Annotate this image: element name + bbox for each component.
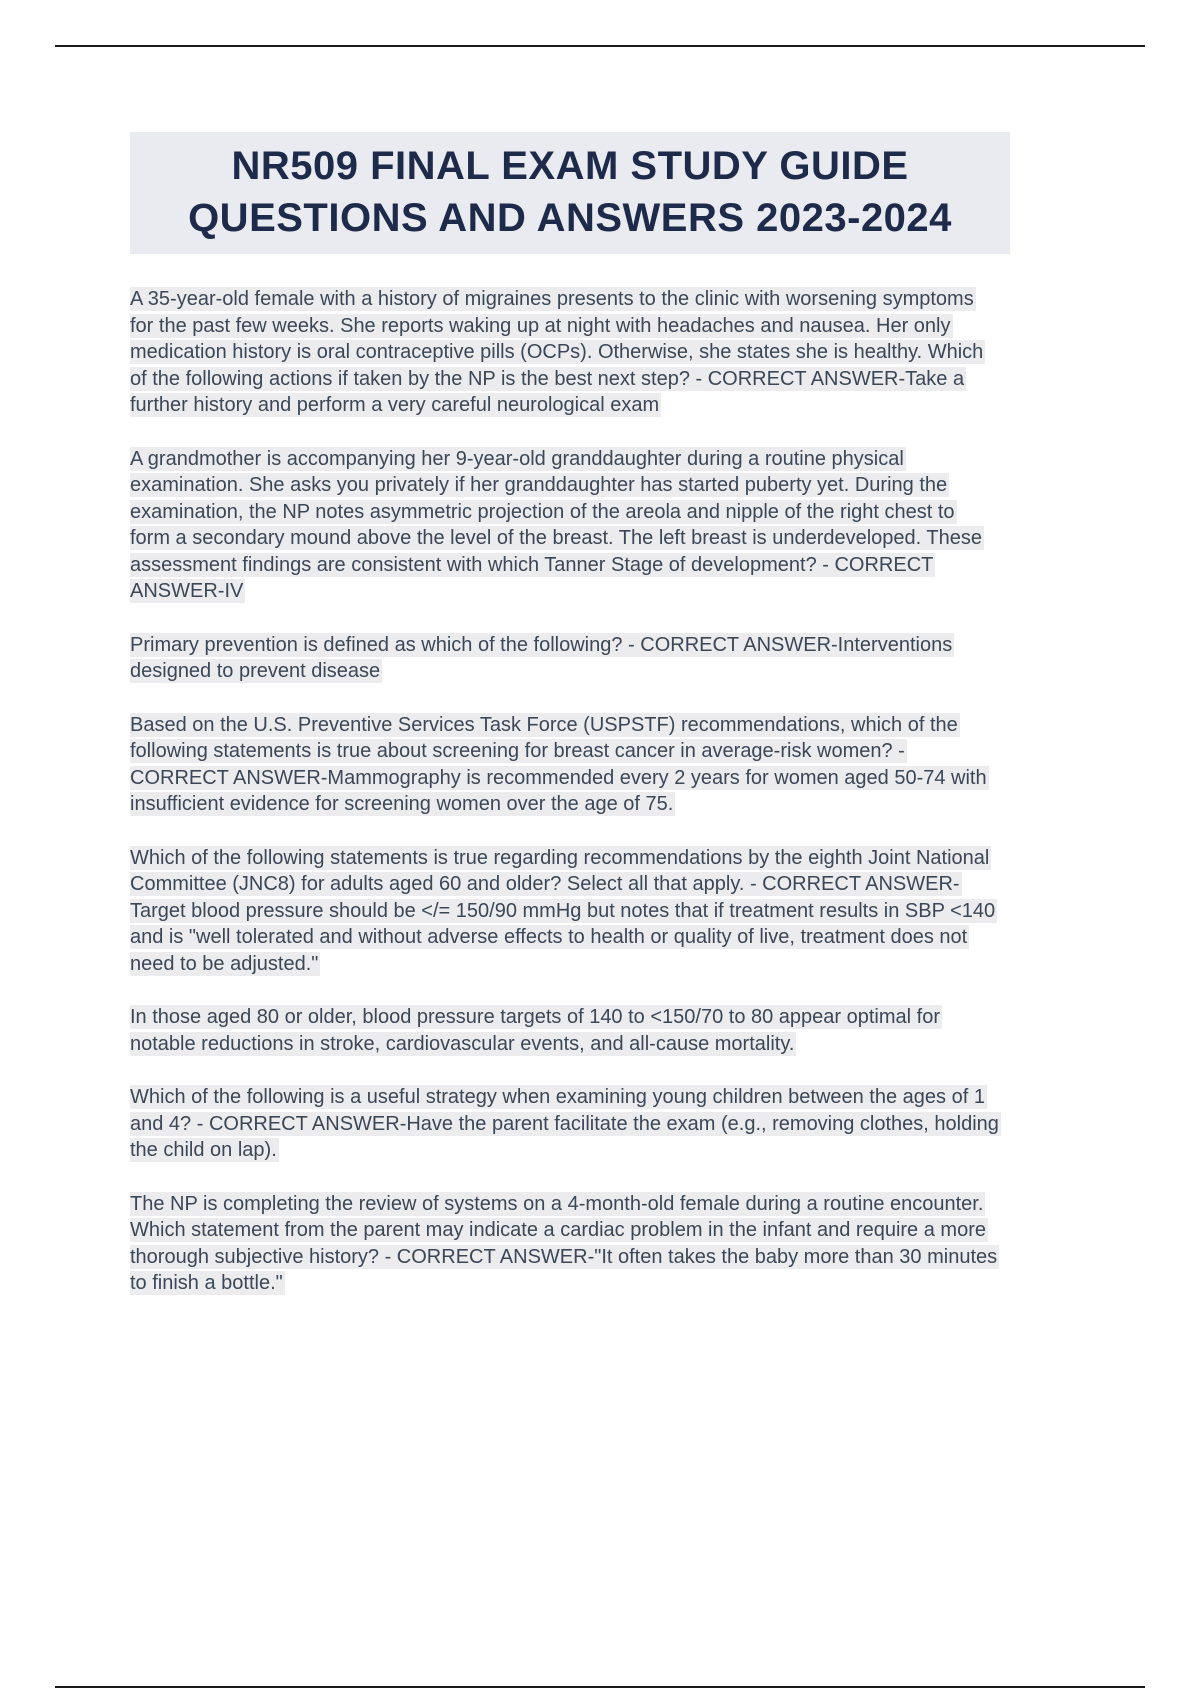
qa-text: Which of the following statements is true regarding recommendations by the eighth Joint National Committee (JNC8) for adults aged 60 and older? Select all that apply. - CORRECT ANSWER-Target blood pressure should be </= 150/90 mmHg but notes that if treatment results in SBP <140 and is "well tolerated and without adverse effects to health or quality of live, treatment does not need to be adjusted." — [130, 846, 996, 975]
page-title-line2: QUESTIONS AND ANSWERS 2023-2024 — [188, 196, 952, 240]
qa-paragraph — [130, 1191, 1000, 1297]
qa-text: In those aged 80 or older, blood pressure targets of 140 to <150/70 to 80 appear optimal for notable reductions in stroke, cardiovascular events, and all-cause mortality. — [130, 1006, 940, 1055]
qa-paragraph — [130, 712, 1000, 818]
top-rule — [55, 45, 1145, 47]
qa-paragraph — [130, 1004, 1000, 1057]
qa-text: The NP is completing the review of systems on a 4-month-old female during a routine encounter. Which statement from the parent may indicate a cardiac problem in the infant and require a more thorough subjective history? - CORRECT ANSWER-"It often takes the baby more than 30 minutes to finish a bottle." — [130, 1192, 998, 1294]
page-title-line1: NR509 FINAL EXAM STUDY GUIDE — [231, 144, 909, 188]
qa-text: Which of the following is a useful strategy when examining young children between the ages of 1 and 4? - CORRECT ANSWER-Have the parent facilitate the exam (e.g., removing clothes, holding the child on lap). — [130, 1086, 999, 1161]
page-title — [130, 132, 1010, 254]
qa-paragraph — [130, 845, 1000, 978]
qa-paragraph — [130, 632, 1000, 685]
qa-text: A 35-year-old female with a history of migraines presents to the clinic with worsening symptoms for the past few weeks. She reports waking up at night with headaches and nausea. Her only medication history is oral contraceptive pills (OCPs). Otherwise, she states she is healthy. Which of the following actions if taken by the NP is the best next step? - CORRECT ANSWER-Take a further history and perform a very careful neurological exam — [130, 288, 984, 416]
document-content — [130, 132, 1010, 1324]
qa-text: Primary prevention is defined as which of the following? - CORRECT ANSWER-Interventions designed to prevent disease — [130, 633, 953, 682]
qa-paragraph — [130, 446, 1000, 605]
qa-paragraph — [130, 1084, 1000, 1164]
qa-text: Based on the U.S. Preventive Services Task Force (USPSTF) recommendations, which of the following statements is true about screening for breast cancer in average-risk women? - CORRECT ANSWER-Mammography is recommended every 2 years for women aged 50-74 with insufficient evidence for screening women over the age of 75. — [130, 713, 987, 815]
bottom-rule — [55, 1686, 1145, 1688]
qa-paragraph — [130, 286, 1000, 419]
qa-text: A grandmother is accompanying her 9-year-old granddaughter during a routine physical examination. She asks you privately if her granddaughter has started puberty yet. During the examination, the NP notes asymmetric projection of the areola and nipple of the right chest to form a secondary mound above the level of the breast. The left breast is underdeveloped. These assessment findings are consistent with which Tanner Stage of development? - CORRECT ANSWER-IV — [130, 447, 983, 602]
